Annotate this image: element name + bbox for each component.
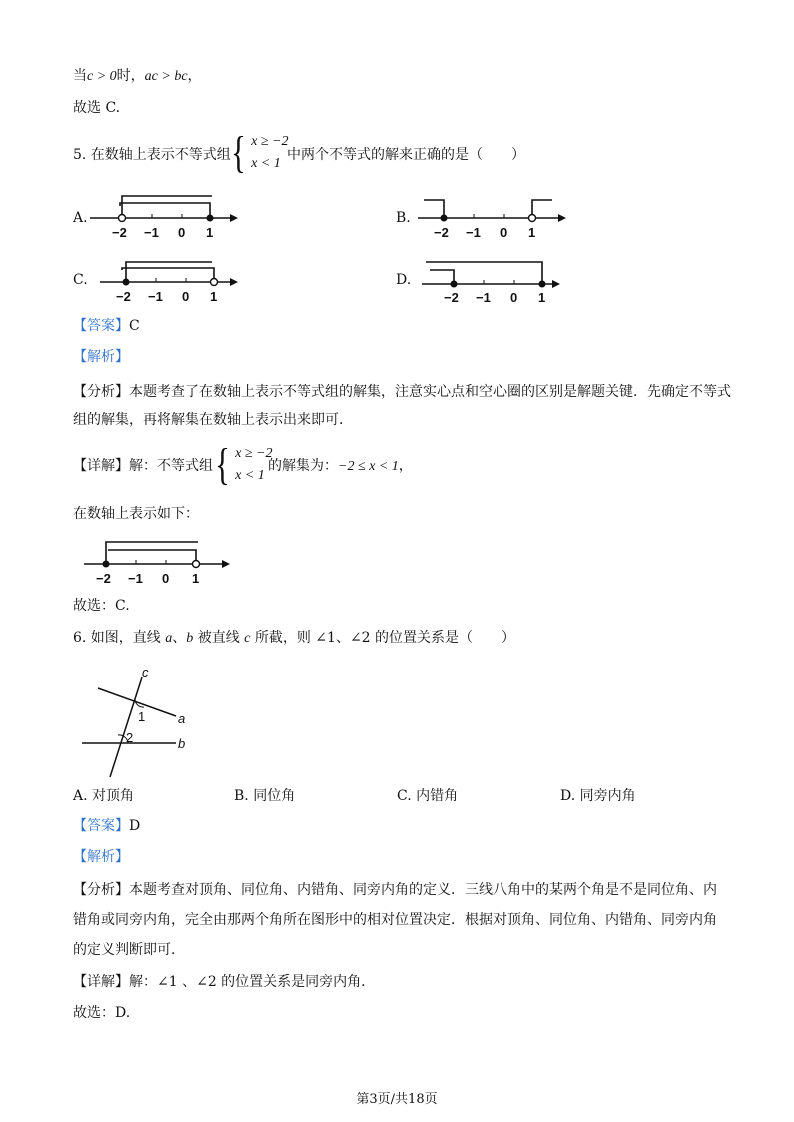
q6-option-d [560,786,636,806]
tick-label: −2 [112,225,127,240]
number-line-c [100,252,250,304]
sys-row: x ≥ −2 [235,446,273,461]
tick-label: 1 [210,289,218,304]
label-angle-2: 2 [126,730,134,745]
q6-option-c [397,786,458,806]
q6-fenxi [73,880,717,900]
answer-value: D [129,818,141,834]
q6-stem [73,628,515,649]
label-a: a [178,711,186,726]
text: 的解集为： [268,458,338,474]
tick-label: 1 [192,571,200,586]
tick-label: −1 [128,571,143,586]
number-line-b [418,190,568,240]
math-var: a [165,631,173,646]
text: ， [398,458,413,474]
brace-icon: { [231,128,246,177]
tag: 【答案】 [73,818,129,834]
tick-label: 1 [538,290,546,305]
q5-fenxi-cont: 组的解集，再将解集在数轴上表示出来即可． [73,412,353,428]
text: 时， [116,68,145,84]
text: 当 [73,68,87,84]
prev-choice: 故选 C. [73,100,121,116]
text: 解：∠1 、∠2 的位置关系是同旁内角． [129,974,376,990]
text: 本题考查了在数轴上表示不等式组的解集，注意实心点和空心圈的区别是解题关键．先确定不等式 [129,384,731,400]
q5-final: 故选：C. [73,598,130,614]
tick-label: 1 [528,225,536,240]
math-expr: ac > bc [144,69,188,84]
q6-analysis-tag: 【解析】 [73,849,129,865]
tick-label: −1 [148,289,163,304]
prev-conclusion-line [73,66,202,87]
number-line-solution [84,534,234,586]
tick-label: 0 [182,289,190,304]
q5-option-label: A. [73,210,88,226]
label-c: c [142,665,149,680]
label-b: b [178,736,186,751]
option-text: 内错角 [416,788,459,804]
transversal-figure [80,665,210,780]
tag: 【分析】 [73,384,129,400]
q6-detail [73,972,375,992]
tag: 【分析】 [73,882,129,898]
tick-label: −2 [444,290,459,305]
q5-analysis-tag: 【解析】 [73,349,129,365]
tick-label: 0 [510,290,518,305]
math-var: c [244,631,251,646]
q6-option-a [73,786,134,806]
q5-option-label: C. [73,272,88,288]
label-angle-1: 1 [138,709,146,724]
tick-label: 0 [500,225,508,240]
q5-detail-post [268,456,413,477]
q6-fenxi-cont: 错角或同旁内角，完全由那两个角所在图形中的相对位置决定．根据对顶角、同位角、内错角、同旁内角 [73,912,717,928]
tick-label: 0 [178,225,186,240]
q5-option-label: D. [396,272,412,288]
text: ， [187,68,202,84]
option-label: C. [397,788,412,804]
brace-icon: { [215,440,230,489]
tick-label: 0 [162,571,170,586]
text: 所截，则 [250,630,316,646]
option-text: 对顶角 [92,788,135,804]
q6-final: 故选：D. [73,1005,131,1021]
tick-label: −1 [466,225,481,240]
math-var: b [186,631,194,646]
text: 的位置关系是（ ） [370,630,516,646]
q5-detail-pre [73,456,213,476]
sys-row: x ≥ −2 [251,134,289,149]
math-angle: ∠2 [349,630,371,646]
tag: 【详解】 [73,458,129,474]
q6-answer [73,816,140,836]
q5-axis-intro: 在数轴上表示如下： [73,506,199,522]
option-label: B. [234,788,249,804]
math-expr: −2 ≤ x < 1 [338,459,399,474]
option-label: A. [73,788,88,804]
text: 解：不等式组 [129,458,213,474]
sys-row: x < 1 [235,468,265,483]
tick-label: −2 [116,289,131,304]
tick-label: −1 [144,225,159,240]
text: 6. 如图，直线 [73,630,166,646]
option-text: 同旁内角 [579,788,636,804]
tick-label: 1 [206,225,214,240]
tag: 【详解】 [73,974,129,990]
q5-stem-post: 中两个不等式的解来正确的是（ ） [287,147,525,163]
math-angle: ∠1 [315,630,336,646]
option-label: D. [560,788,576,804]
q5-option-label: B. [396,210,411,226]
q5-stem-pre: 5. 在数轴上表示不等式组 [73,147,231,163]
tag: 【答案】 [73,318,129,334]
text: 、 [335,630,350,646]
answer-value: C [129,318,140,334]
q5-detail-system [212,440,273,489]
page-footer: 第3页/共18页 [356,1092,438,1107]
text: 、 [172,630,187,646]
number-line-d [422,254,572,306]
q5-answer [73,316,140,336]
number-line-a [90,190,240,240]
option-text: 同位角 [253,788,296,804]
sys-row: x < 1 [251,156,281,171]
tick-label: −2 [96,571,111,586]
tick-label: −2 [434,225,449,240]
q6-fenxi-cont: 的定义判断即可． [73,942,185,958]
q5-fenxi [73,382,731,402]
text: 本题考查对顶角、同位角、内错角、同旁内角的定义．三线八角中的某两个角是不是同位角、内 [129,882,717,898]
q6-option-b [234,786,295,806]
math-cond: c > 0 [87,69,117,84]
tick-label: −1 [476,290,491,305]
text: 被直线 [193,630,245,646]
q5-inequality-system [228,128,289,177]
